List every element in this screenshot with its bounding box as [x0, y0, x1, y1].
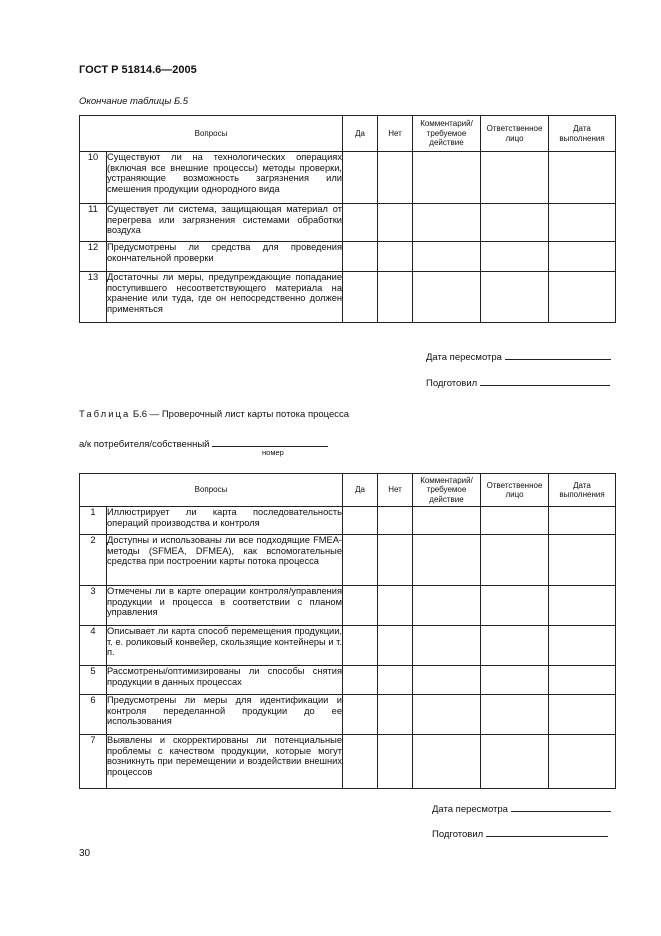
table-header-row	[80, 116, 616, 152]
table-row	[80, 695, 616, 735]
cell-responsible[interactable]	[481, 152, 549, 204]
row-question: Описывает ли карта способ перемещения продукции, т. е. роликовый конвейер, скользящие контейнеры и т. п.	[107, 626, 343, 666]
table-caption-b5: Окончание таблицы Б.5	[79, 96, 189, 107]
cell-no[interactable]	[378, 242, 413, 272]
prepared-by-label: Подготовил	[426, 378, 478, 389]
prepared-by-blank[interactable]	[480, 375, 610, 386]
row-question: Доступны и использованы ли все подходящие FMEA-методы (SFMEA, DFMEA), как вспомогательные средства при построении карты потока процесса	[107, 535, 343, 586]
row-question: Предусмотрены ли меры для идентификации и контроля переделанной продукции до ее использования	[107, 695, 343, 735]
cell-yes[interactable]	[343, 695, 378, 735]
review-date-label: Дата пересмотра	[432, 804, 508, 815]
row-number: 4	[80, 626, 107, 666]
cell-no[interactable]	[378, 272, 413, 323]
col-header-questions: Вопросы	[80, 116, 343, 152]
col-header-comment: Комментарий/ требуемое действие	[413, 474, 481, 507]
row-number: 5	[80, 666, 107, 695]
cell-comment[interactable]	[413, 626, 481, 666]
row-question: Существуют ли на технологических операциях (включая все внешние процессы) методы проверки, устраняющие возможность загрязнения или смешения продукции однородного вида	[107, 152, 343, 204]
cell-no[interactable]	[378, 695, 413, 735]
number-label: номер	[262, 448, 284, 457]
consumer-label: а/к потребителя/собственный	[79, 439, 210, 450]
cell-no[interactable]	[378, 204, 413, 242]
col-header-date: Дата выполнения	[549, 116, 616, 152]
cell-date[interactable]	[549, 204, 616, 242]
review-date-line-b6	[432, 801, 611, 815]
cell-yes[interactable]	[343, 152, 378, 204]
table-caption-b6: Таблица Б.6 — Проверочный лист карты потока процесса	[79, 409, 350, 420]
row-question: Выявлены и скорректированы ли потенциальные проблемы с качеством продукции, которые могут возникнуть при перемещении и воздействии внешних процессов	[107, 735, 343, 789]
cell-responsible[interactable]	[481, 535, 549, 586]
row-number: 13	[80, 272, 107, 323]
consumer-number-blank[interactable]	[212, 436, 328, 447]
cell-date[interactable]	[549, 272, 616, 323]
cell-yes[interactable]	[343, 586, 378, 626]
cell-date[interactable]	[549, 626, 616, 666]
cell-yes[interactable]	[343, 204, 378, 242]
cell-responsible[interactable]	[481, 272, 549, 323]
col-header-questions: Вопросы	[80, 474, 343, 507]
cell-date[interactable]	[549, 152, 616, 204]
row-question: Иллюстрирует ли карта последовательность операций производства и контроля	[107, 507, 343, 535]
cell-comment[interactable]	[413, 204, 481, 242]
cell-comment[interactable]	[413, 695, 481, 735]
row-question: Рассмотрены/оптимизированы ли способы снятия продукции в данных процессах	[107, 666, 343, 695]
cell-comment[interactable]	[413, 507, 481, 535]
cell-date[interactable]	[549, 535, 616, 586]
row-number: 11	[80, 204, 107, 242]
checklist-table-b6	[79, 473, 616, 789]
cell-yes[interactable]	[343, 666, 378, 695]
cell-no[interactable]	[378, 535, 413, 586]
prepared-by-label: Подготовил	[432, 829, 484, 840]
cell-date[interactable]	[549, 695, 616, 735]
cell-responsible[interactable]	[481, 204, 549, 242]
prepared-by-blank[interactable]	[486, 826, 608, 837]
table-row	[80, 272, 616, 323]
row-question: Достаточны ли меры, предупреждающие попадание поступившего несоответствующего материала на хранение или туда, где он непосредственно должен применяться	[107, 272, 343, 323]
col-header-responsible: Ответственное лицо	[481, 474, 549, 507]
prepared-by-line	[426, 375, 610, 389]
cell-no[interactable]	[378, 586, 413, 626]
cell-no[interactable]	[378, 152, 413, 204]
table-row	[80, 535, 616, 586]
review-date-line	[426, 349, 611, 363]
row-number: 6	[80, 695, 107, 735]
cell-date[interactable]	[549, 735, 616, 789]
checklist-table-b5	[79, 115, 616, 323]
cell-responsible[interactable]	[481, 507, 549, 535]
table-row	[80, 586, 616, 626]
cell-responsible[interactable]	[481, 666, 549, 695]
cell-yes[interactable]	[343, 626, 378, 666]
cell-yes[interactable]	[343, 535, 378, 586]
row-question: Предусмотрены ли средства для проведения окончательной проверки	[107, 242, 343, 272]
cell-yes[interactable]	[343, 272, 378, 323]
table-row	[80, 735, 616, 789]
cell-yes[interactable]	[343, 735, 378, 789]
cell-comment[interactable]	[413, 666, 481, 695]
cell-date[interactable]	[549, 586, 616, 626]
page-number: 30	[79, 848, 91, 859]
cell-no[interactable]	[378, 735, 413, 789]
row-number: 1	[80, 507, 107, 535]
row-number: 12	[80, 242, 107, 272]
row-number: 7	[80, 735, 107, 789]
col-header-responsible: Ответственное лицо	[481, 116, 549, 152]
col-header-no: Нет	[378, 116, 413, 152]
cell-comment[interactable]	[413, 586, 481, 626]
col-header-yes: Да	[343, 116, 378, 152]
row-number: 10	[80, 152, 107, 204]
review-date-label: Дата пересмотра	[426, 352, 502, 363]
cell-no[interactable]	[378, 626, 413, 666]
review-date-blank[interactable]	[505, 349, 611, 360]
col-header-date: Дата выполнения	[549, 474, 616, 507]
table-header-row	[80, 474, 616, 507]
cell-comment[interactable]	[413, 152, 481, 204]
review-date-blank[interactable]	[511, 801, 611, 812]
cell-comment[interactable]	[413, 535, 481, 586]
cell-comment[interactable]	[413, 242, 481, 272]
cell-no[interactable]	[378, 666, 413, 695]
col-header-comment: Комментарий/ требуемое действие	[413, 116, 481, 152]
cell-comment[interactable]	[413, 735, 481, 789]
cell-comment[interactable]	[413, 272, 481, 323]
cell-yes[interactable]	[343, 507, 378, 535]
col-header-yes: Да	[343, 474, 378, 507]
table-row	[80, 204, 616, 242]
row-question: Отмечены ли в карте операции контроля/управления продукции и процесса в соответствии с планом управления	[107, 586, 343, 626]
table-row	[80, 242, 616, 272]
table-row	[80, 626, 616, 666]
consumer-line	[79, 436, 328, 450]
table-row	[80, 152, 616, 204]
row-question: Существует ли система, защищающая материал от перегрева или загрязнения системами обработки воздуха	[107, 204, 343, 242]
cell-yes[interactable]	[343, 242, 378, 272]
cell-date[interactable]	[549, 507, 616, 535]
cell-responsible[interactable]	[481, 242, 549, 272]
row-number: 2	[80, 535, 107, 586]
cell-date[interactable]	[549, 242, 616, 272]
document-header: ГОСТ Р 51814.6—2005	[79, 64, 197, 76]
cell-responsible[interactable]	[481, 626, 549, 666]
cell-no[interactable]	[378, 507, 413, 535]
row-number: 3	[80, 586, 107, 626]
cell-responsible[interactable]	[481, 735, 549, 789]
col-header-no: Нет	[378, 474, 413, 507]
table-row	[80, 666, 616, 695]
cell-date[interactable]	[549, 666, 616, 695]
table-row	[80, 507, 616, 535]
cell-responsible[interactable]	[481, 586, 549, 626]
prepared-by-line-b6	[432, 826, 608, 840]
cell-responsible[interactable]	[481, 695, 549, 735]
